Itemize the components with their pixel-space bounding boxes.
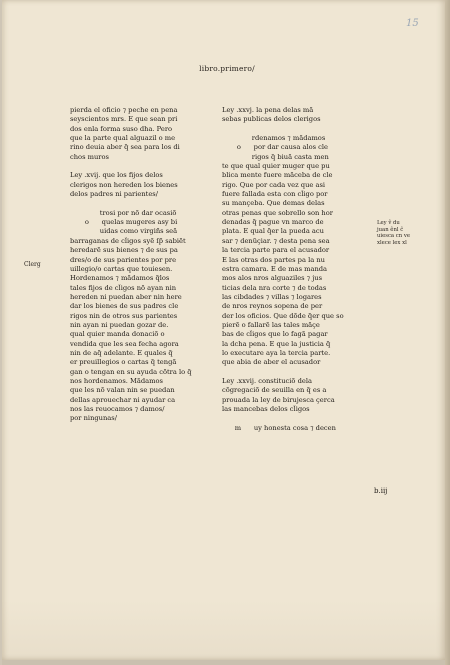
text-line: m uy honesta cosa ⁊ decen bbox=[222, 423, 336, 432]
text-line: cõgregaciõ de seuilla en q̃ es a bbox=[222, 386, 327, 395]
text-line: por ningunas/ bbox=[70, 414, 117, 423]
text-line: rigos q̃ biuã casta men bbox=[222, 152, 329, 161]
text-line: Ley .xxvij. constituciõ dela bbox=[222, 376, 312, 385]
text-line: de nros reynos sopena de per bbox=[222, 302, 323, 311]
text-line: E las otras dos partes pa la nu bbox=[222, 255, 325, 264]
text-line: pierẽ o fallarẽ las tales mãçe bbox=[222, 320, 320, 329]
text-line: blica mente fuere mãceba de cle bbox=[222, 171, 333, 180]
text-line: ticias dela nra corte ⁊ de todas bbox=[222, 283, 327, 292]
text-line: la dcha pena. E que la justicia q̃ bbox=[222, 339, 331, 348]
text-line: barraganas de cl̃igos syẽ ſp̃ sabiẽt bbox=[70, 236, 186, 245]
book-page bbox=[2, 0, 445, 660]
text-line: denadas q̃ pague vn marco de bbox=[222, 218, 324, 227]
text-line: otras penas que sobrello son hor bbox=[222, 208, 333, 217]
text-line: rigos nin de otros sus parientes bbox=[70, 311, 178, 320]
left-margin-note: Clerg bbox=[24, 261, 41, 268]
text-line: la tercia parte para el acusador bbox=[222, 246, 330, 255]
text-line: las cibdades ⁊ villas ⁊ logares bbox=[222, 292, 322, 301]
text-line: der los oficios. Que dõde q̃er que so bbox=[222, 311, 344, 320]
right-margin-note bbox=[377, 220, 437, 246]
text-line: sebas publicas delos clerigos bbox=[222, 115, 321, 124]
text-line: nos hordenamos. Mãdamos bbox=[70, 376, 163, 385]
text-line: Ley .xvij. que los fijos delos bbox=[70, 171, 163, 180]
text-line: rigo. Que por cada vez que asi bbox=[222, 180, 326, 189]
text-line: sar ⁊ denũçiar. ⁊ desta pena sea bbox=[222, 236, 330, 245]
text-line: dellas aprouechar ni ayudar ca bbox=[70, 395, 176, 404]
running-head: libro.primero/ bbox=[199, 64, 255, 73]
text-line bbox=[70, 199, 218, 208]
text-line: clerigos non hereden los bienes bbox=[70, 180, 178, 189]
text-line: chos muros bbox=[70, 152, 109, 161]
text-line: su mançeba. Que demas delas bbox=[222, 199, 325, 208]
text-line: qual quier manda donaciõ o bbox=[70, 330, 165, 339]
text-line: dres/o de sus parientes por pre bbox=[70, 255, 177, 264]
left-text-column bbox=[70, 106, 218, 424]
text-line: estra camara. E de mas manda bbox=[222, 264, 328, 273]
text-line: Hordenamos ⁊ mãdamos q̃los bbox=[70, 274, 170, 283]
text-line: rdenamos ⁊ mãdamos bbox=[222, 134, 326, 143]
text-line bbox=[222, 414, 372, 423]
text-line: prouada la ley de birujesca çerca bbox=[222, 395, 335, 404]
margin-note-line: xlece lex xl bbox=[377, 239, 407, 246]
text-line: fuere fallada esta con cl̃igo por bbox=[222, 190, 328, 199]
text-line: Ley .xxvj. la pena delas mã bbox=[222, 106, 314, 114]
text-line: que les nõ valan nin se puedan bbox=[70, 386, 175, 395]
page-edge bbox=[445, 0, 450, 665]
text-line bbox=[222, 368, 372, 377]
right-text-column bbox=[222, 106, 372, 433]
text-line: plata. E qual q̃er la pueda acu bbox=[222, 227, 324, 236]
text-line: o por dar causa alos cle bbox=[222, 143, 329, 152]
text-line: nin de aq̃ adelante. E quales q̃ bbox=[70, 348, 173, 357]
text-line: hereden ni puedan aber nin here bbox=[70, 292, 182, 301]
text-line: heredarẽ sus bienes ⁊ de sus pa bbox=[70, 246, 178, 255]
text-line: uidas como virgiñs seã bbox=[70, 227, 178, 236]
text-line: que abia de aber el acusador bbox=[222, 358, 321, 367]
text-line: uillegio/o cartas que touiesen. bbox=[70, 264, 173, 273]
text-line: tales fijos de cl̃igos nõ ayan nin bbox=[70, 283, 177, 292]
text-line: lo executare aya la tercia parte. bbox=[222, 348, 331, 357]
text-line: er preuillegios o cartas q̃ tengã bbox=[70, 358, 177, 367]
text-line: delos padres ni parientes/ bbox=[70, 190, 158, 199]
text-line: dos enla forma suso dha. Pero bbox=[70, 124, 173, 133]
signature-mark: b.iij bbox=[374, 487, 388, 495]
text-line bbox=[222, 125, 372, 134]
text-line: que la parte qual alguazil o me bbox=[70, 134, 176, 143]
text-line: seyscientos mrs. E que sean pri bbox=[70, 115, 178, 124]
text-line: rino deuia aber q̃ sea para los di bbox=[70, 143, 180, 152]
text-line: trosi por nõ dar ocasiõ bbox=[70, 208, 177, 217]
text-line: nos las reuocamos ⁊ damos/ bbox=[70, 405, 165, 413]
text-line: o quelas mugeres asy bi bbox=[70, 218, 178, 227]
text-line: mos alos nros alguaziles ⁊ jus bbox=[222, 274, 323, 283]
margin-note-line: Ley ṽ du bbox=[377, 220, 400, 226]
margin-note-line: juan ẽnl ĉ bbox=[377, 226, 404, 233]
text-line: vendida que les sea fecha agora bbox=[70, 339, 179, 348]
text-line: bas de cl̃igos que lo fagã pagar bbox=[222, 330, 328, 339]
text-line: te que qual quier muger que pu bbox=[222, 162, 330, 171]
page-shading bbox=[2, 600, 447, 665]
text-line: las mancebas delos cl̃igos bbox=[222, 405, 310, 413]
text-line bbox=[70, 162, 218, 171]
text-line: pierda el oficio ⁊ peche en pena bbox=[70, 106, 178, 114]
text-line: nin ayan ni puedan gozar de. bbox=[70, 320, 169, 329]
folio-number: 15 bbox=[406, 18, 419, 29]
margin-note-line: uiesca cn ve bbox=[377, 233, 410, 239]
text-line: gan o tengan en su ayuda cõtra lo q̃ bbox=[70, 367, 192, 376]
text-line: dar los bienes de sus padres cle bbox=[70, 302, 179, 311]
